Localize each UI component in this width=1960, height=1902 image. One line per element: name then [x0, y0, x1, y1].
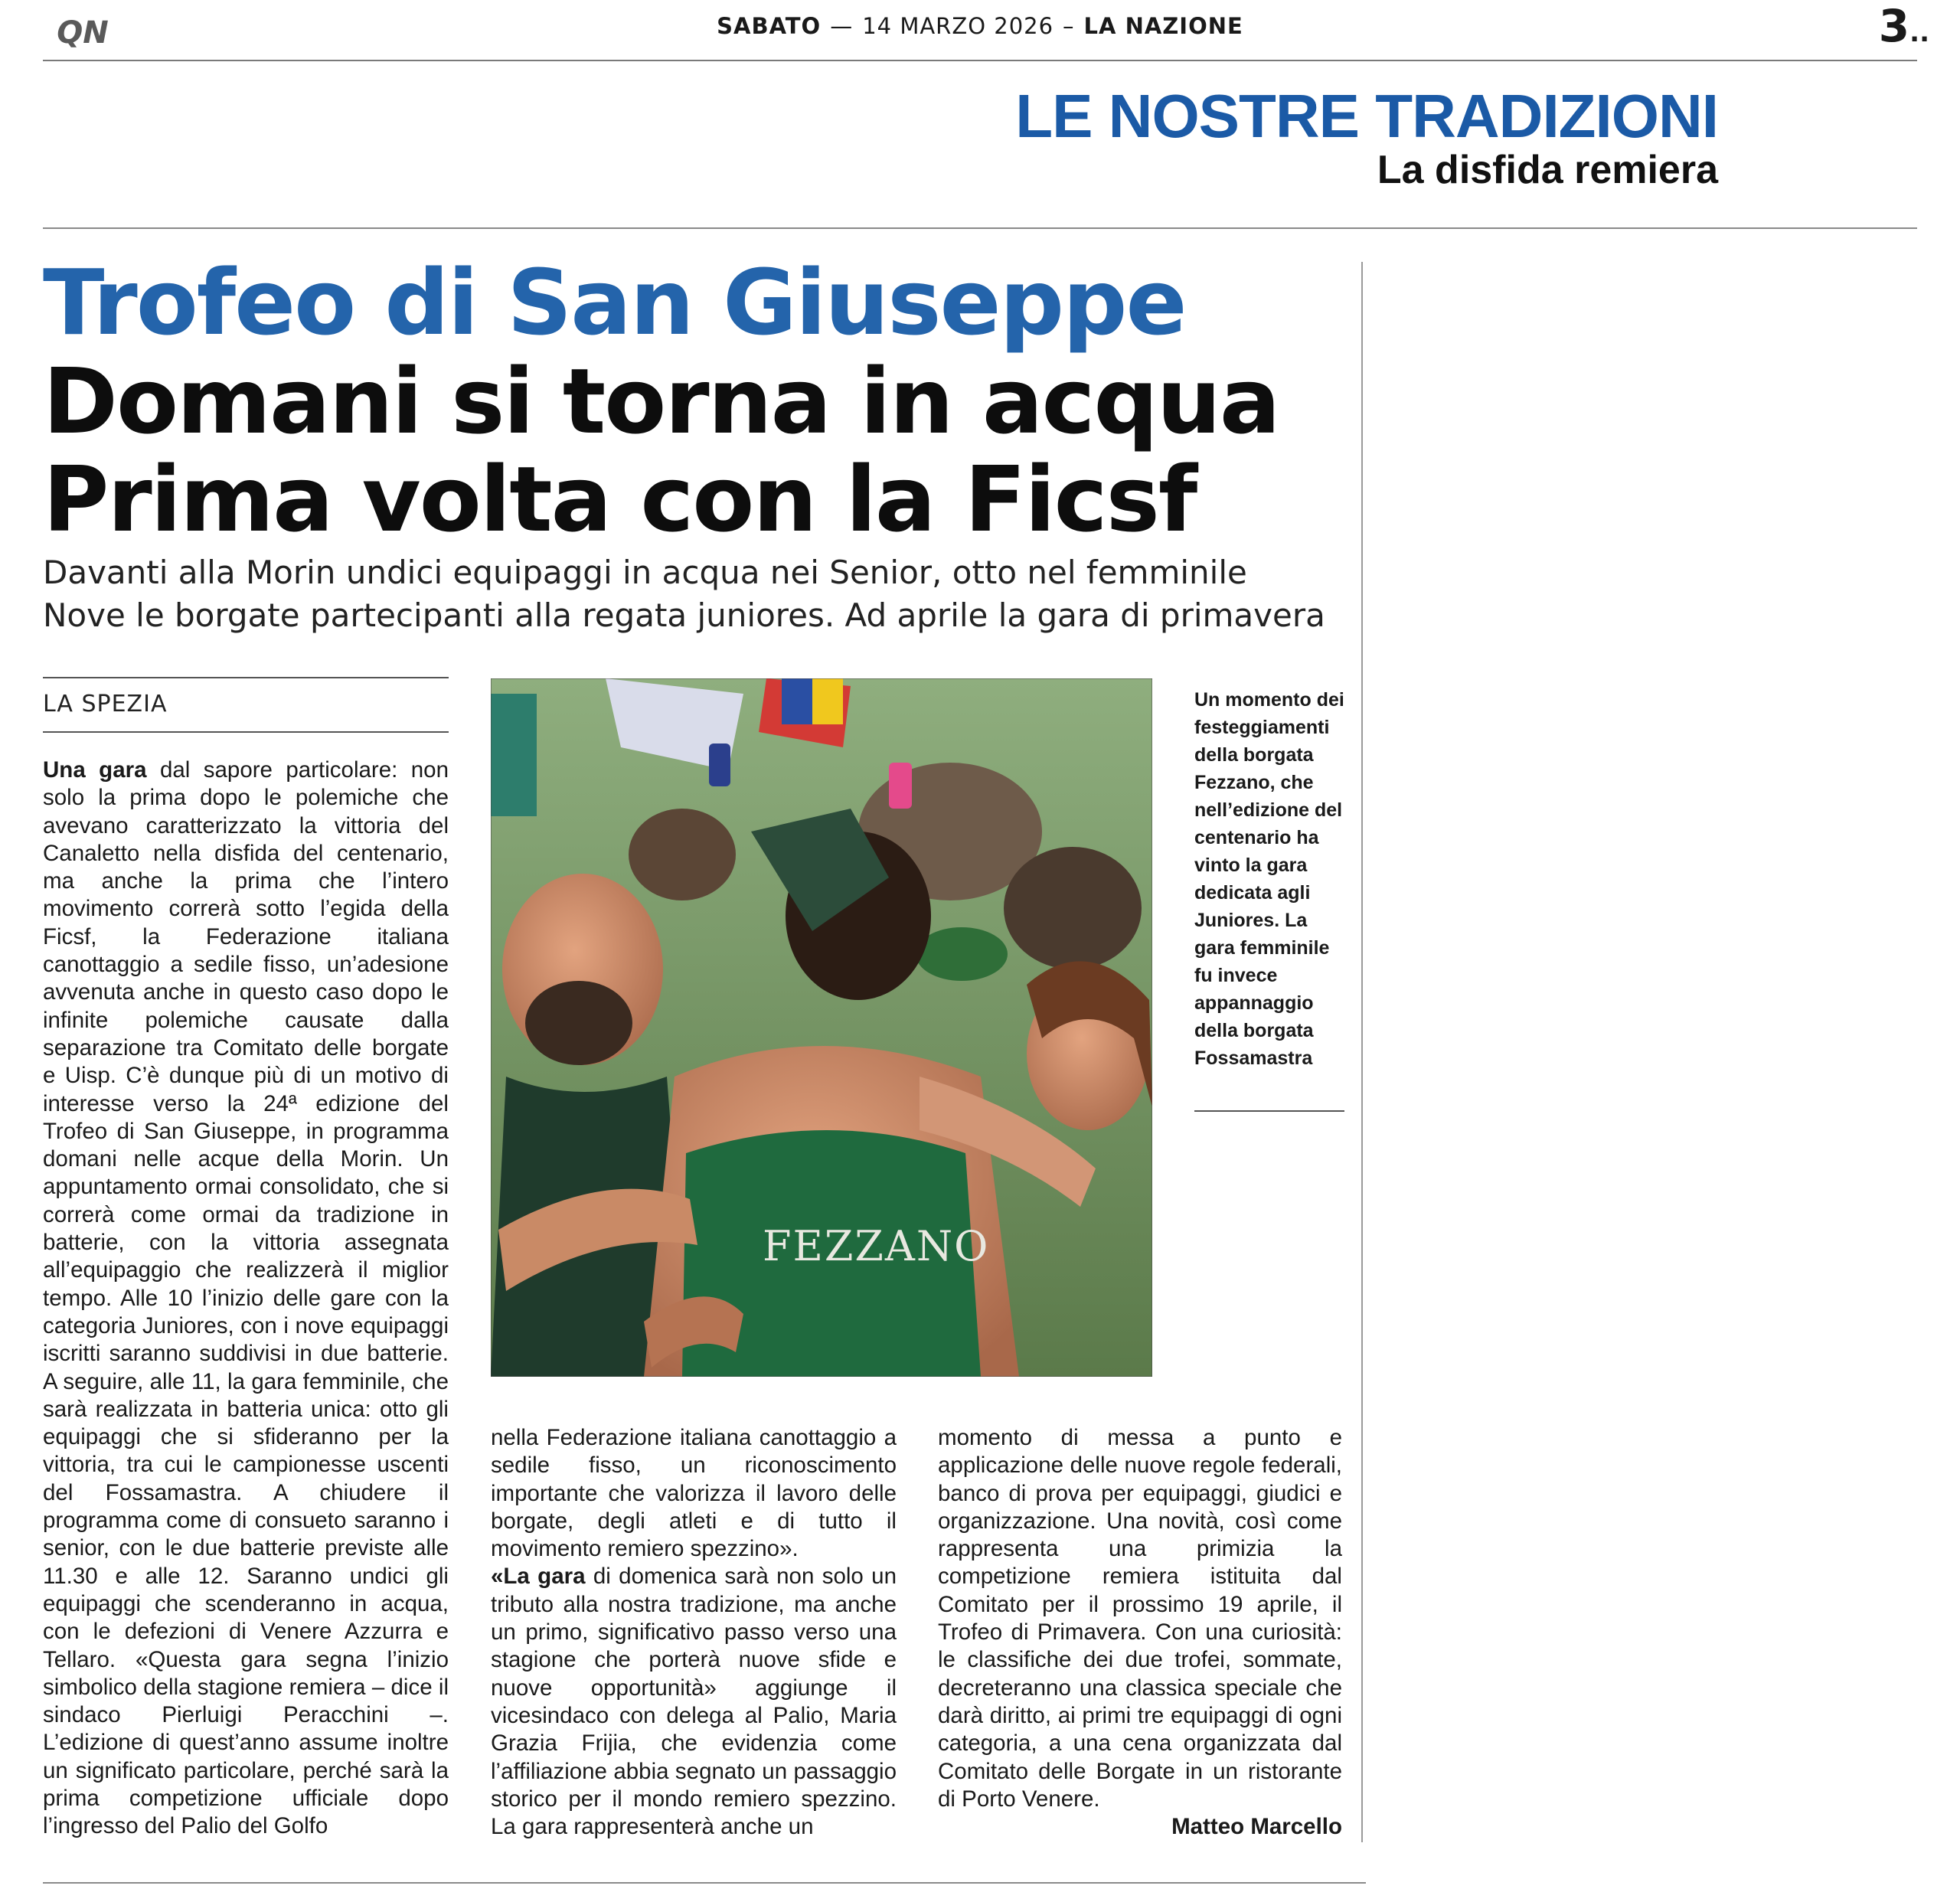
- location-top-rule: [43, 677, 449, 678]
- article-summary: [43, 551, 1360, 637]
- page-number: 3..: [1878, 0, 1929, 52]
- lead-in: «La gara: [491, 1564, 586, 1590]
- flag-yellow: [812, 678, 843, 724]
- body-column-3: [938, 1424, 1342, 1841]
- flag-blue: [782, 678, 812, 724]
- body-column-2: [491, 1424, 897, 1841]
- phone: [709, 743, 730, 786]
- crowd-head: [629, 809, 736, 900]
- logo-text: QN: [57, 15, 109, 51]
- lead-in: Una gara: [43, 757, 147, 783]
- bottom-rule: [43, 1882, 1366, 1884]
- qn-logo: [43, 12, 122, 52]
- body-text: di domenica sarà non solo un tributo alla nostra tradizione, ma anche un primo, significativo passo verso una stagione che porterà nuove sfide e nuove opportunità» aggiunge il vicesindaco con delega al Palio, Maria Grazia Frijia, che evidenzia come l’affiliazione abbia segnato un passaggio storico per il mondo remiero spezzino. La gara rappresenterà anche un: [491, 1564, 897, 1840]
- column-divider: [1361, 262, 1363, 1842]
- flag-green: [491, 694, 537, 816]
- body-text: nella Federazione italiana canottaggio a sedile fisso, un riconoscimento importante che valorizza il lavoro delle borgate, degli atleti e di tutto il movimento remiero spezzino».: [491, 1425, 897, 1562]
- green-hat: [916, 927, 1008, 981]
- body-text: dal sapore particolare: non solo la prima dopo le polemiche che avevano caratterizzato la vittoria del Canaletto nella disfida del centenario, ma anche la prima che l’intero movimento correrà sotto l’egida della Ficsf, la Federazione italiana canottaggio a sedile fisso, un’adesione avvenuta anche in questo caso dopo le infinite polemiche causate dalla separazione tra Comitato delle borgate e Uisp. C’è dunque più di un motivo di interesse verso la 24ª edizione del Trofeo di San Giuseppe, in programma domani nelle acque della Morin. Un appuntamento ormai consolidato, che si correrà come ormai da tradizione in batterie, con la vittoria assegnata all’equipaggio che realizzerà il miglior tempo. Alle 10 l’inizio delle gare con la categoria Juniores, con i nove equipaggi iscritti saranno suddivisi in due batterie. A seguire, alle 11, la gara femminile, che sarà realizzata in batteria unica: otto gli equipaggi che si sfideranno per la vittoria, tra cui le campionesse uscenti del Fossamastra. A chiudere il programma come di consueto saranno i senior, con le due batterie previste alle 11.30 e alle 12. Saranno undici gli equipaggi che scenderanno in acqua, con le defezioni di Venere Azzurra e Tellaro. «Questa gara segna l’inizio simbolico della stagione remiera – dice il sindaco Pierluigi Peracchini –. L’edizione di quest’anno assume inoltre un significato particolare, perché sarà la prima competizione ufficiale dopo l’ingresso del Palio del Golfo: [43, 757, 449, 1839]
- phone: [889, 763, 912, 809]
- section-subtitle: La disfida remiera: [1377, 148, 1718, 192]
- section-rule: [43, 227, 1917, 229]
- summary-line-2: Nove le borgate partecipanti alla regata juniores. Ad aprile la gara di primavera: [43, 596, 1325, 634]
- page-marks: ..: [1909, 18, 1929, 48]
- beard: [525, 981, 632, 1065]
- body-text: momento di messa a punto e applicazione delle nuove regole federali, banco di prova per equipaggi, giudici e organizzazione. Una novità, così come rappresenta una primizia la competizione remiera istituita dal Comitato per il prossimo 19 aprile, il Trofeo di Primavera. Con una curiosità: le classifiche dei due trofei, sommate, decreteranno una classica speciale che darà diritto, ai primi tre equipaggi di ogni categoria, a una cena organizzata dal Comitato delle Borgate in un ristorante di Porto Venere.: [938, 1425, 1342, 1812]
- section-title: LE NOSTRE TRADIZIONI: [1015, 82, 1718, 150]
- weekday: SABATO: [717, 13, 822, 39]
- location-bottom-rule: [43, 731, 449, 733]
- article-title: [43, 348, 1360, 552]
- jersey-text: FEZZANO: [763, 1222, 990, 1270]
- article-kicker: Trofeo di San Giuseppe: [43, 250, 1186, 355]
- body-column-1: [43, 757, 449, 1841]
- issue-date: 14 MARZO 2026: [862, 13, 1054, 39]
- caption-rule: [1194, 1110, 1344, 1112]
- title-line-2: Prima volta con la Ficsf: [43, 446, 1197, 552]
- photo-caption: Un momento dei festeggiamenti della borgata Fezzano, che nell’edizione del centenario ha vinto la gara dedicata agli Juniores. La gara femminile fu invece appannaggio della borgata Fossamastra: [1194, 689, 1344, 1069]
- article-location: LA SPEZIA: [43, 691, 168, 717]
- article-photo: [491, 678, 1152, 1377]
- byline: Matteo Marcello: [1171, 1814, 1342, 1840]
- summary-line-1: Davanti alla Morin undici equipaggi in acqua nei Senior, otto nel femminile: [43, 554, 1247, 591]
- crowd-head: [1004, 847, 1142, 969]
- top-rule: [43, 60, 1917, 61]
- title-line-1: Domani si torna in acqua: [43, 348, 1279, 454]
- dateline: SABATO — 14 MARZO 2026 – LA NAZIONE: [717, 13, 1243, 39]
- newspaper-name: LA NAZIONE: [1083, 13, 1243, 39]
